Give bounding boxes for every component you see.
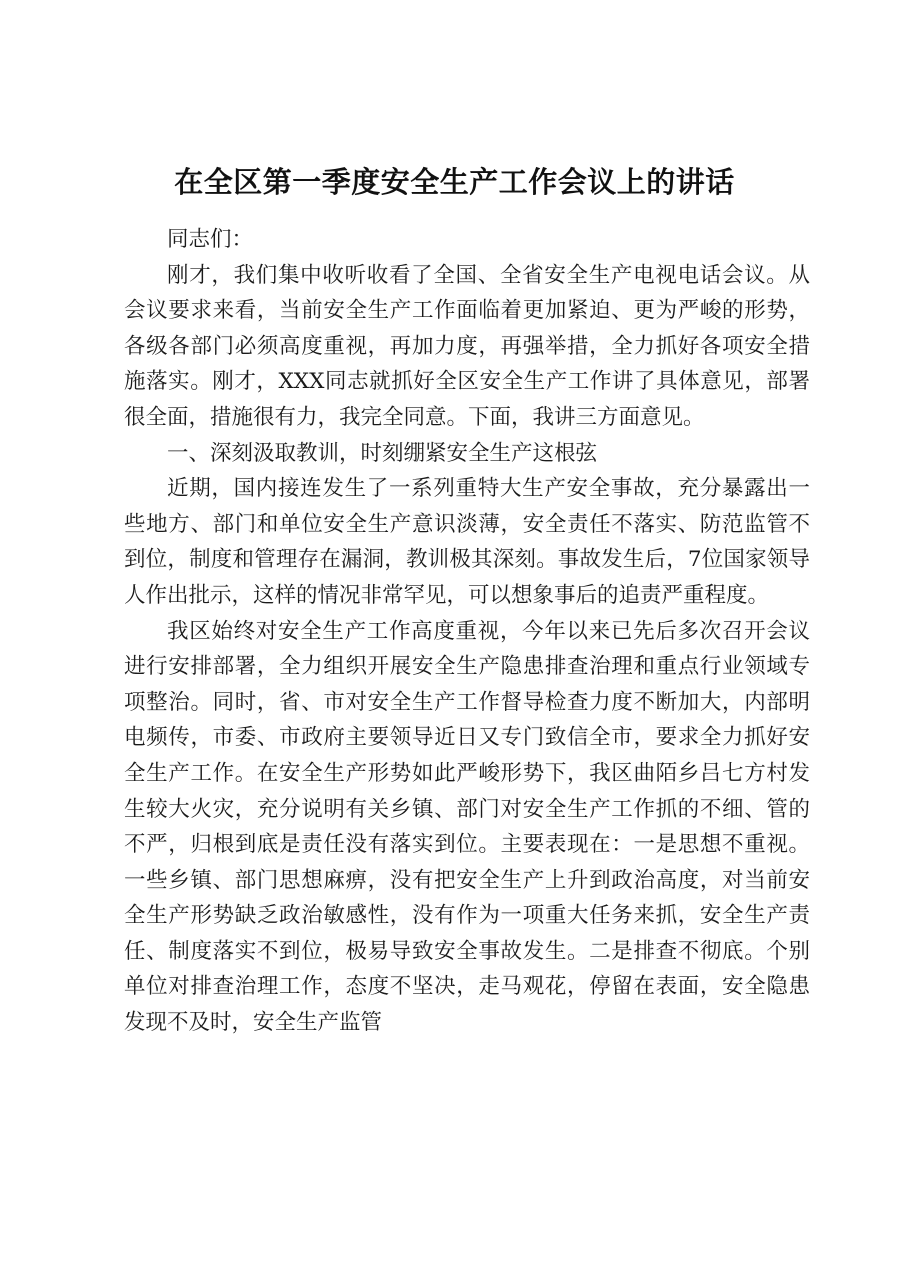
body-paragraph: 近期，国内接连发生了一系列重特大生产安全事故，充分暴露出一些地方、部门和单位安全生产意识淡薄，安全责任不落实、防范监管不到位，制度和管理存在漏洞，教训极其深刻。事故发生后，7位国家领导人作出批示，这样的情况非常罕见，可以想象事后的追责严重程度。 [124, 476, 810, 608]
document-body [124, 222, 810, 1041]
body-paragraph: 刚才，我们集中收听收看了全国、全省安全生产电视电话会议。从会议要求来看，当前安全生产工作面临着更加紧迫、更为严峻的形势，各级各部门必须高度重视，再加力度，再强举措，全力抓好各项安全措施落实。刚才，XXX同志就抓好全区安全生产工作讲了具体意见，部署很全面，措施很有力，我完全同意。下面，我讲三方面意见。 [124, 262, 810, 430]
body-paragraph: 我区始终对安全生产工作高度重视，今年以来已先后多次召开会议进行安排部署，全力组织开展安全生产隐患排查治理和重点行业领域专项整治。同时，省、市对安全生产工作督导检查力度不断加大，内部明电频传，市委、市政府主要领导近日又专门致信全市，要求全力抓好安全生产工作。在安全生产形势如此严峻形势下，我区曲陌乡吕七方村发生较大火灾，充分说明有关乡镇、部门对安全生产工作抓的不细、管的不严，归根到底是责任没有落实到位。主要表现在：一是思想不重视。一些乡镇、部门思想麻痹，没有把安全生产上升到政治高度，对当前安全生产形势缺乏政治敏感性，没有作为一项重大任务来抓，安全生产责任、制度落实不到位，极易导致安全事故发生。二是排查不彻底。个别单位对排查治理工作，态度不坚决，走马观花，停留在表面，安全隐患发现不及时，安全生产监管 [124, 618, 810, 1036]
document-title: 在全区第一季度安全生产工作会议上的讲话 [174, 165, 735, 199]
section-heading: 一、深刻汲取教训，时刻绷紧安全生产这根弦 [167, 440, 598, 466]
salutation-paragraph: 同志们： [167, 227, 254, 252]
